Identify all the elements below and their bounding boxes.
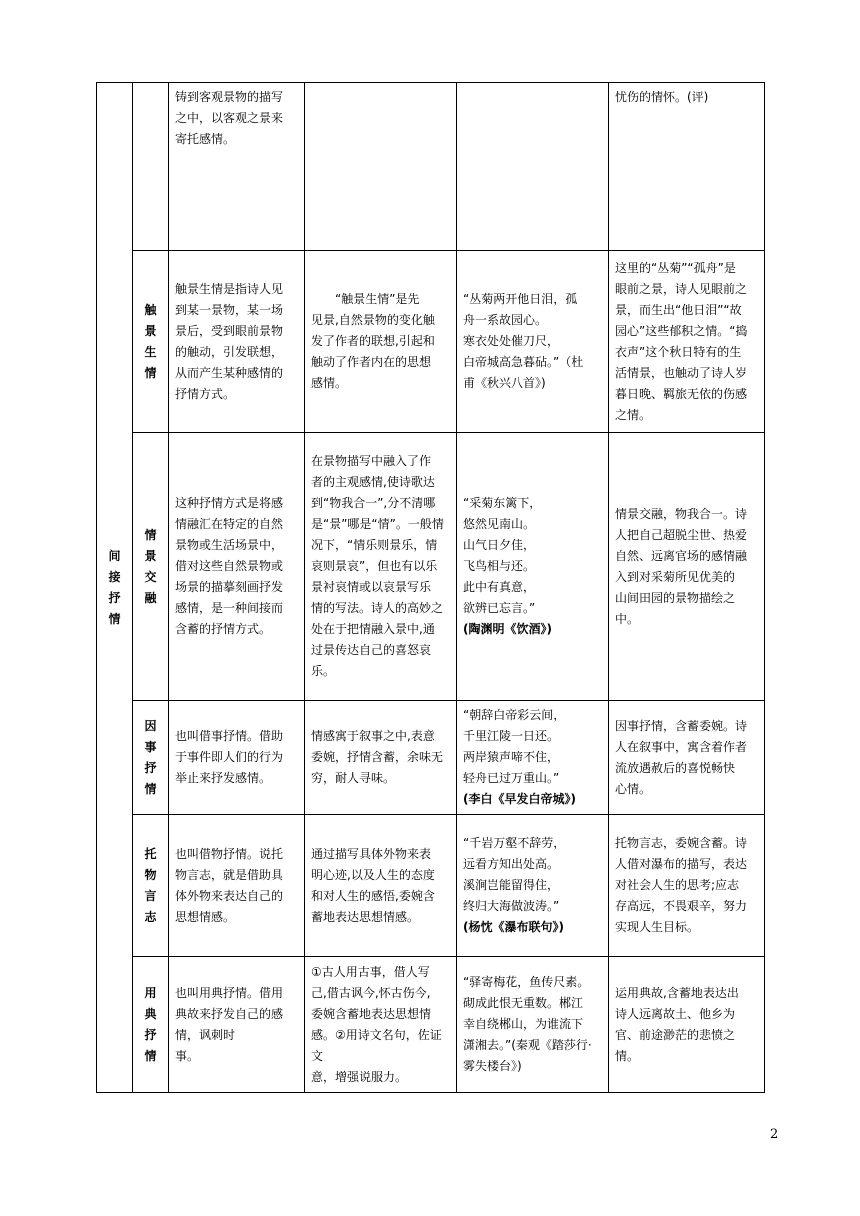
feature-cell: ①古人用古事，借人写 己,借古讽今,怀古伤今, 委婉含蓄地表达思想情 感。②用诗文名句，佐证 文 意，增强说服力。 <box>305 957 457 1093</box>
row-type-label: 触 景 生 情 <box>133 251 169 433</box>
lyric-methods-table <box>96 82 765 1093</box>
analysis-cell: 这里的“丛菊”“孤舟”是 眼前之景，诗人见眼前之 景，而生出“他日泪”“故 园心”这些郁积之情。“捣 衣声”这个秋日特有的生 活情景，也触动了诗人岁 暮日晚、羁旅无依的伤感 之情。 <box>609 251 765 433</box>
table-row <box>97 815 765 957</box>
analysis-cell: 因事抒情，含蓄委婉。诗 人在叙事中，寓含着作者 流放遇赦后的喜悦畅快 心情。 <box>609 701 765 815</box>
feature-cell: 情感寓于叙事之中,表意 委婉，抒情含蓄，余味无 穷，耐人寻味。 <box>305 701 457 815</box>
feature-cell: 在景物描写中融入了作 者的主观感情,使诗歌达 到“物我合一”,分不清哪 是“景”哪是“情”。一般情 况下，“情乐则景乐，情 哀则景哀”，但也有以乐 景衬哀情或以哀景写乐 情的写法。诗人的高妙之 处在于把情融入景中,通 过景传达自己的喜怒哀 乐。 <box>305 433 457 701</box>
table-row <box>97 957 765 1093</box>
row-type-label: 用 典 抒 情 <box>133 957 169 1093</box>
definition-cell: 这种抒情方式是将感 情融汇在特定的自然 景物或生活场景中， 借对这些自然景物或 场景的描摹刻画抒发 感情，是一种间接而 含蓄的抒情方式。 <box>169 433 305 701</box>
analysis-cell: 运用典故,含蓄地表达出 诗人远离故土、他乡为 官、前途渺茫的悲愤之 情。 <box>609 957 765 1093</box>
example-cell <box>457 83 609 251</box>
definition-cell: 铸到客观景物的描写 之中，以客观之景来 寄托感情。 <box>169 83 305 251</box>
analysis-cell: 忧伤的情怀。(评) <box>609 83 765 251</box>
row-type-label: 因 事 抒 情 <box>133 701 169 815</box>
row-type-label: 托 物 言 志 <box>133 815 169 957</box>
table-row <box>97 251 765 433</box>
definition-cell: 也叫用典抒情。借用 典故来抒发自己的感 情，讽刺时 事。 <box>169 957 305 1093</box>
analysis-cell: 情景交融，物我合一。诗 人把自己超脱尘世、热爱 自然、远离官场的感情融 入到对采菊所见优美的 山间田园的景物描绘之 中。 <box>609 433 765 701</box>
analysis-cell: 托物言志，委婉含蓄。诗 人借对瀑布的描写，表达 对社会人生的思考;应志 存高远，不畏艰辛，努力 实现人生目标。 <box>609 815 765 957</box>
example-cell: “朝辞白帝彩云间， 千里江陵一日还。 两岸猿声啼不住， 轻舟已过万重山。” (李白《早发白帝城》) <box>457 701 609 815</box>
definition-cell: 触景生情是指诗人见 到某一景物，某一场 景后，受到眼前景物 的触动，引发联想， 从而产生某种感情的 抒情方式。 <box>169 251 305 433</box>
definition-cell: 也叫借事抒情。借助 于事件即人们的行为 举止来抒发感情。 <box>169 701 305 815</box>
definition-cell: 也叫借物抒情。说托 物言志，就是借助具 体外物来表达自己的 思想情感。 <box>169 815 305 957</box>
example-cell: “千岩万壑不辞劳， 远看方知出处高。 溪涧岂能留得住， 终归大海做波涛。” (杨忱《瀑布联句》) <box>457 815 609 957</box>
example-cell: “丛菊两开他日泪，孤 舟一系故园心。 寒衣处处催刀尺， 白帝城高急暮砧。”（杜 甫《秋兴八首》) <box>457 251 609 433</box>
section-label-indirect-lyric: 间 接 抒 情 <box>97 83 133 1093</box>
example-cell: “驿寄梅花，鱼传尺素。 砌成此恨无重数。郴江 幸自绕郴山，为谁流下 潇湘去。”(秦观《踏莎行· 雾失楼台》) <box>457 957 609 1093</box>
feature-cell <box>305 83 457 251</box>
row-type-label: 情 景 交 融 <box>133 433 169 701</box>
table-row <box>97 433 765 701</box>
row-type-label <box>133 83 169 251</box>
feature-cell: “触景生情”是先 见景,自然景物的变化触 发了作者的联想,引起和 触动了作者内在的思想 感情。 <box>305 251 457 433</box>
feature-cell: 通过描写具体外物来表 明心迹,以及人生的态度 和对人生的感悟,委婉含 蓄地表达思想情感。 <box>305 815 457 957</box>
page-number: 2 <box>770 1127 779 1142</box>
example-cell: “采菊东篱下， 悠然见南山。 山气日夕佳， 飞鸟相与还。 此中有真意， 欲辨已忘言。” (陶渊明《饮酒》) <box>457 433 609 701</box>
table-row <box>97 701 765 815</box>
table-row <box>97 83 765 251</box>
